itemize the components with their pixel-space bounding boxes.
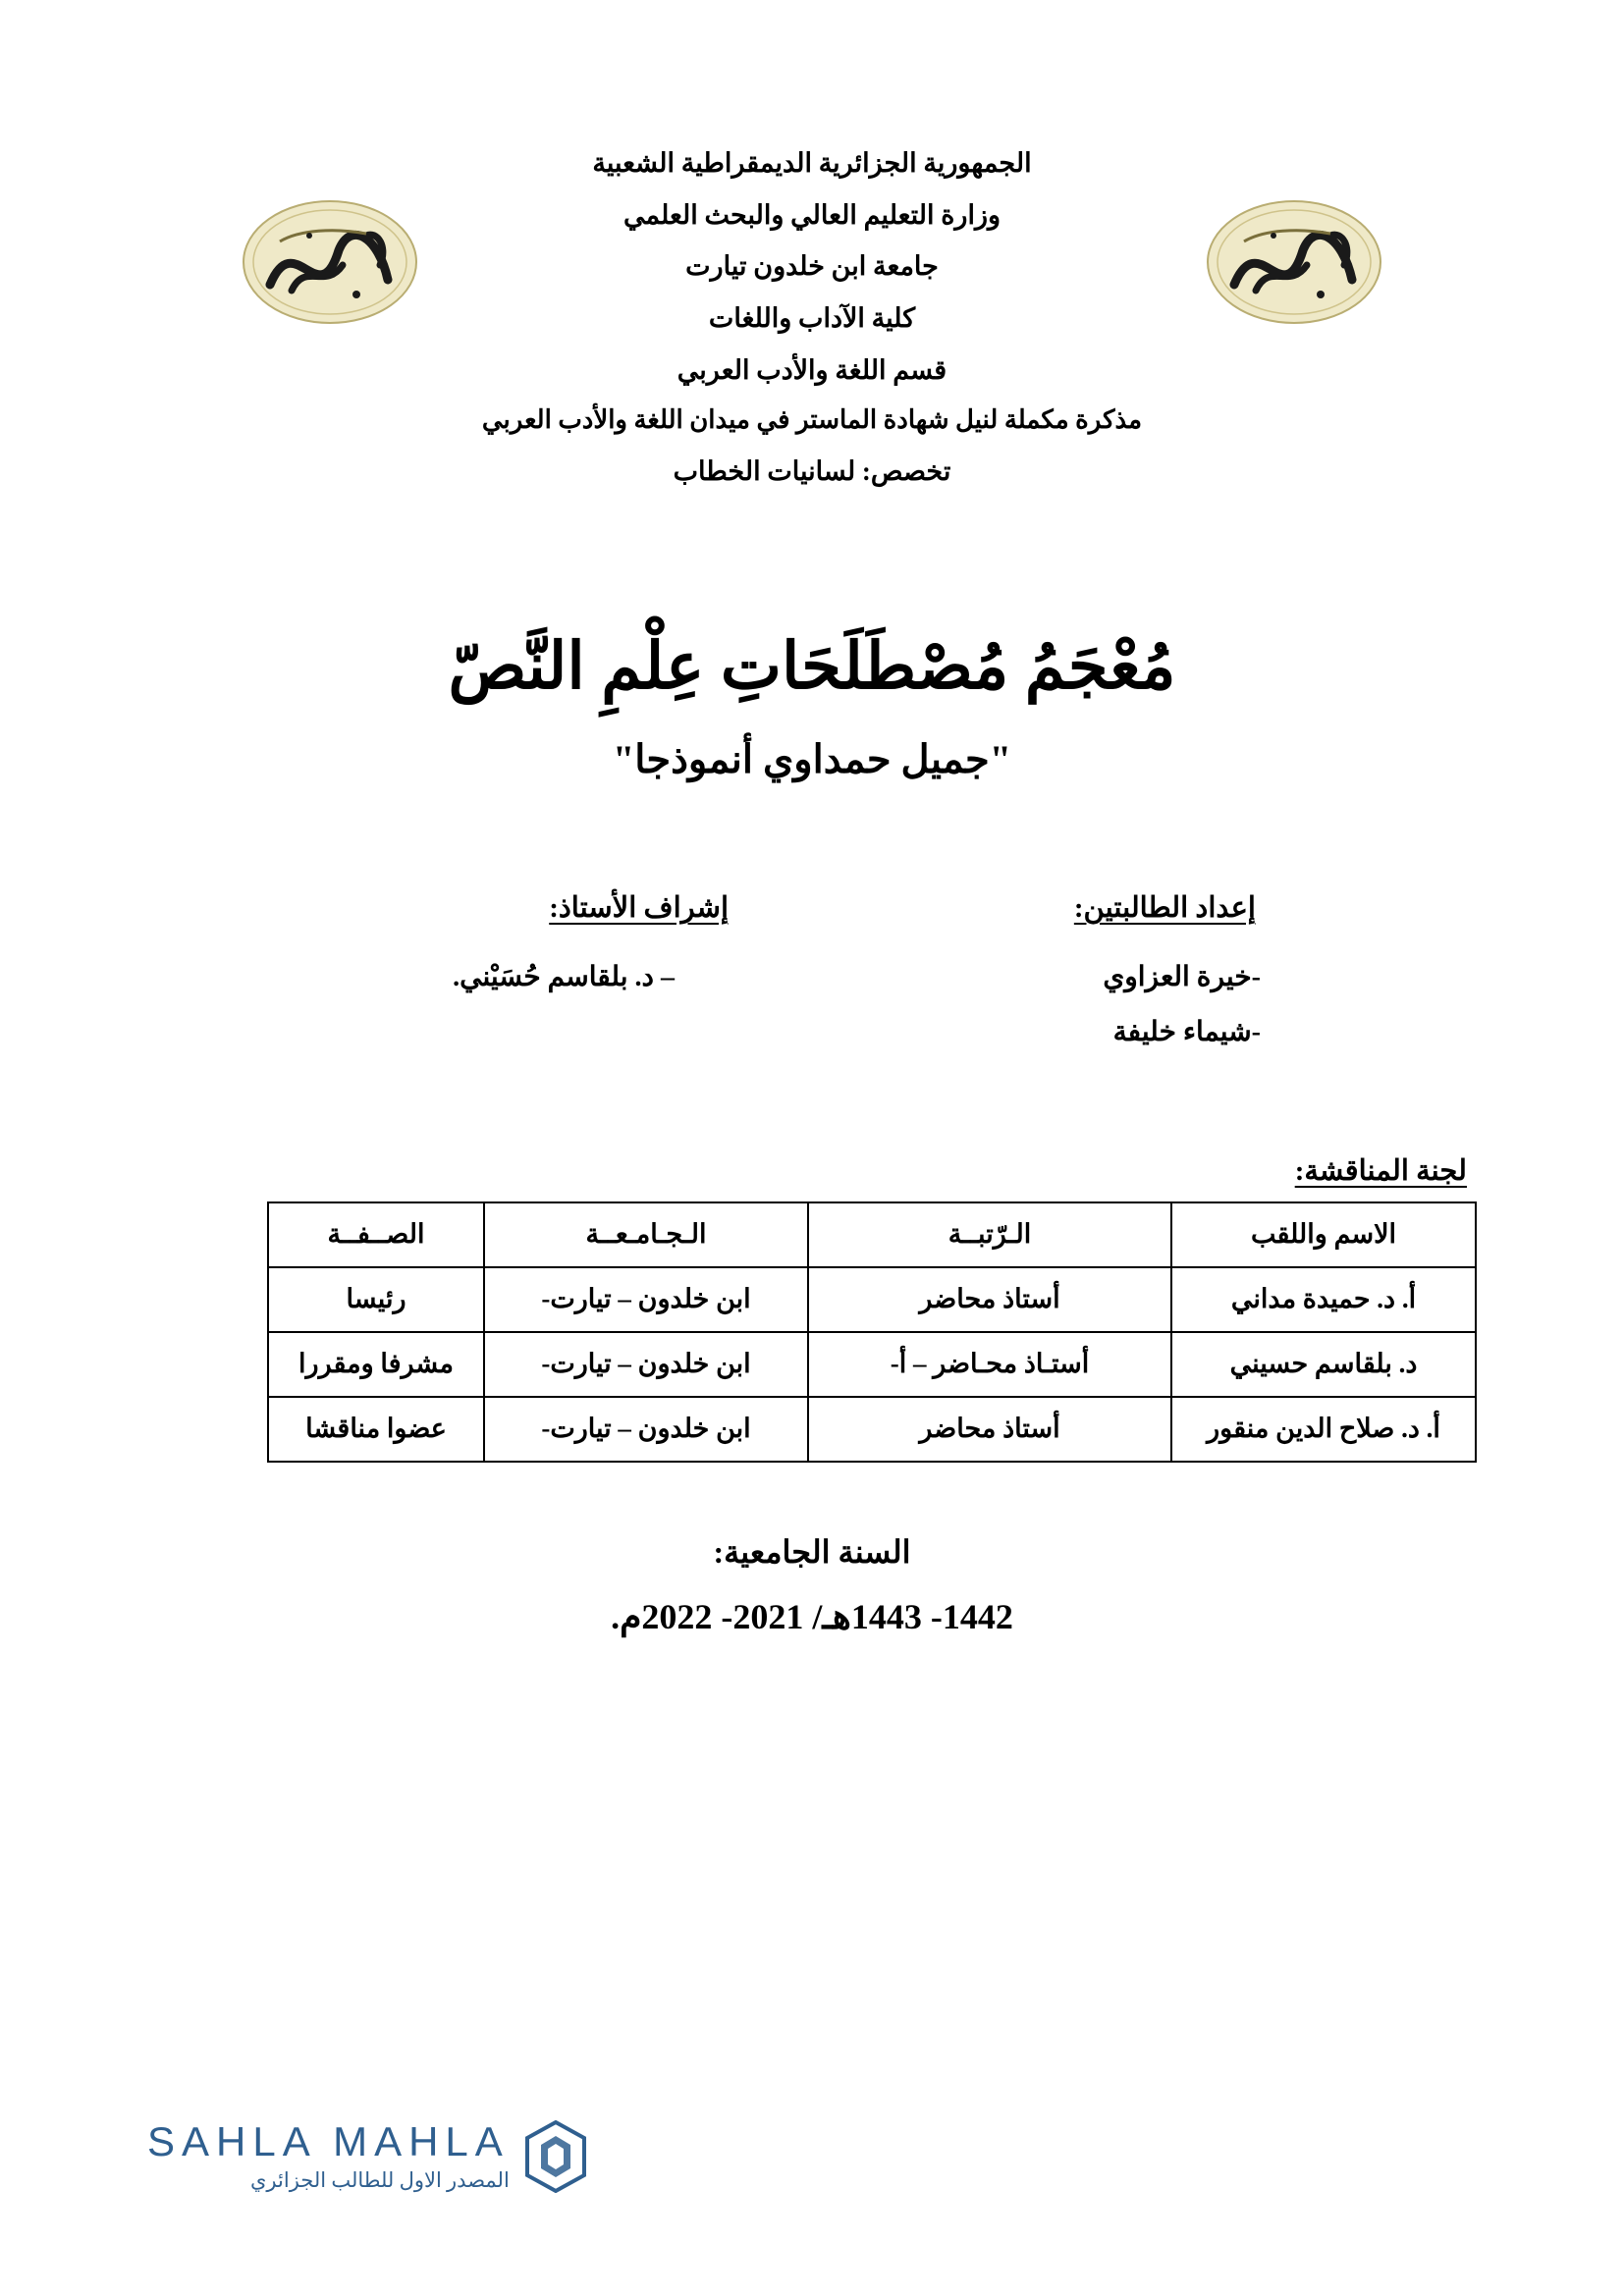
academic-year-value: 1442- 1443هـ/ 2021- 2022م. xyxy=(611,1596,1013,1636)
table-header-row xyxy=(268,1202,1476,1267)
page-title: مُعْجَمُ مُصْطَلَحَاتِ عِلْمِ النَّصّ xyxy=(448,630,1176,703)
academic-year-block xyxy=(147,1533,1477,1637)
watermark-text xyxy=(147,2117,510,2193)
students-heading: إعداد الطالبتين: xyxy=(1073,892,1256,925)
table-row xyxy=(268,1267,1476,1332)
cell-rank: أستاذ محاضر xyxy=(808,1267,1171,1332)
supervisor-column xyxy=(182,890,768,1005)
authors-and-supervisor xyxy=(147,890,1477,1060)
watermark xyxy=(147,2117,588,2193)
column-header-university: الـجـامـعــة xyxy=(484,1202,808,1267)
cell-role: عضوا مناقشا xyxy=(268,1397,484,1462)
cell-role: رئيسا xyxy=(268,1267,484,1332)
table-row xyxy=(268,1332,1476,1397)
header-line-faculty: كلية الآداب واللغات xyxy=(708,302,916,333)
cell-name: أ. د. صلاح الدين منقور xyxy=(1171,1397,1476,1462)
column-header-name: الاسم واللقب xyxy=(1171,1202,1476,1267)
watermark-logo-icon xyxy=(523,2120,588,2193)
cell-name: د. بلقاسم حسيني xyxy=(1171,1332,1476,1397)
column-header-rank: الـرّتبــة xyxy=(808,1202,1171,1267)
jury-heading: لجنة المناقشة: xyxy=(1294,1155,1467,1188)
header-line-department: قسم اللغة والأدب العربي xyxy=(677,354,947,385)
university-logo-right xyxy=(1205,196,1383,329)
academic-year-label: السنة الجامعية: xyxy=(713,1533,911,1570)
table-row xyxy=(268,1397,1476,1462)
cell-university: ابن خلدون – تيارت- xyxy=(484,1397,808,1462)
cell-university: ابن خلدون – تيارت- xyxy=(484,1332,808,1397)
header-line-ministry: وزارة التعليم العالي والبحث العلمي xyxy=(623,199,1001,230)
cell-role: مشرفا ومقررا xyxy=(268,1332,484,1397)
column-header-role: الصــفــة xyxy=(268,1202,484,1267)
cell-university: ابن خلدون – تيارت- xyxy=(484,1267,808,1332)
university-logo-left xyxy=(241,196,419,329)
jury-table xyxy=(267,1201,1477,1462)
cell-rank: أستاذ محاضر xyxy=(808,1397,1171,1462)
cell-name: أ. د. حميدة مداني xyxy=(1171,1267,1476,1332)
header-line-degree: مذكرة مكملة لنيل شهادة الماستر في ميدان اللغة والأدب العربي xyxy=(481,405,1143,435)
document-header xyxy=(147,137,1477,498)
cell-rank: أستـاذ محـاضر – أ- xyxy=(808,1332,1171,1397)
header-text-block xyxy=(370,137,1254,498)
header-line-university: جامعة ابن خلدون تيارت xyxy=(685,251,939,282)
student-name: -خيرة العزاوي xyxy=(1103,962,1261,993)
page-subtitle: "جميل حمداوي أنموذجا" xyxy=(613,737,1011,782)
header-line-country: الجمهورية الجزائرية الديمقراطية الشعبية xyxy=(592,148,1032,178)
watermark-subtitle: المصدر الاول للطالب الجزائري xyxy=(250,2167,510,2192)
student-name: -شيماء خليفة xyxy=(1112,1017,1261,1048)
supervisor-heading: إشراف الأستاذ: xyxy=(549,892,729,925)
header-line-specialty: تخصص: لسانيات الخطاب xyxy=(673,455,951,486)
watermark-title: SAHLA MAHLA xyxy=(147,2117,510,2164)
supervisor-name: – د. بلقاسم حُسَيْني. xyxy=(453,962,675,993)
students-column xyxy=(768,890,1442,1060)
title-block xyxy=(147,625,1477,783)
